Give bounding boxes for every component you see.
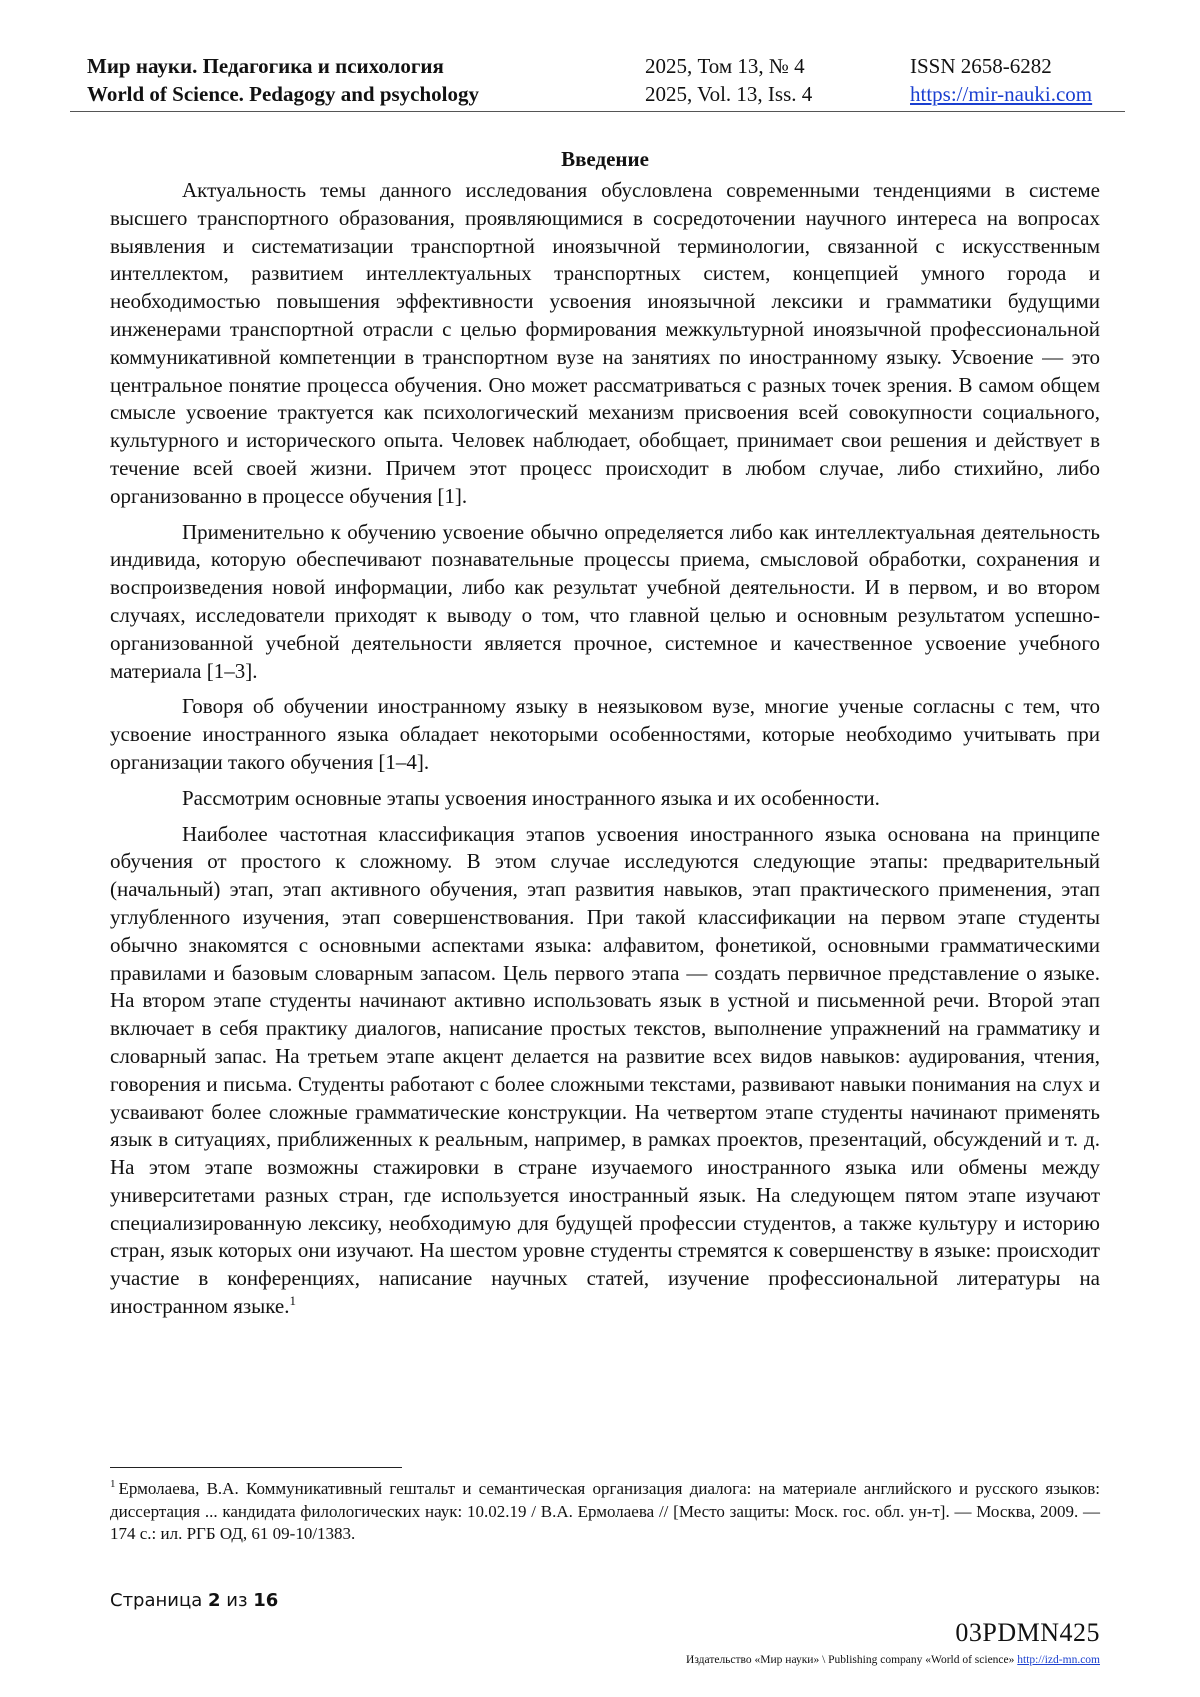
section-title: Введение <box>561 147 649 171</box>
publisher-text: Издательство «Мир науки» \ Publishing company «World of science» <box>686 1654 1015 1666</box>
journal-site-link[interactable]: https://mir-nauki.com <box>910 82 1093 106</box>
article-code: 03PDMN425 <box>955 1618 1100 1647</box>
paragraph: Говоря об обучении иностранному языку в неязыковом вузе, многие ученые согласны с тем, что усвоение иностранного языка обладает некоторыми особенностями, которые необходимо учитывать при организации такого обучения [1–4]. <box>110 694 1100 774</box>
footnote-reference[interactable]: 1 <box>289 1293 297 1309</box>
issn-block <box>910 52 1092 108</box>
footnote-text: Ермолаева, В.А. Коммуникативный гештальт и семантическая организация диалога: на материале английского и русского языков: диссертация ... кандидата филологических наук: 10.02.19 / В.А. Ермолаева // [Место защиты: Моск. гос. обл. ун-т]. — Москва, 2009. — 174 с.: ил. РГБ ОД, 61 09-10/1383. <box>110 1479 1100 1543</box>
publisher-link[interactable]: http://izd-mn.com <box>1017 1654 1100 1666</box>
article-body <box>110 145 1100 1329</box>
paragraph: Применительно к обучению усвоение обычно определяется либо как интеллектуальная деятельность индивида, которую обеспечивают познавательные процессы приема, смысловой обработки, сохранения и воспроизведения новой информации, либо как результат учебной деятельности. И в первом, и во втором случаях, исследователи приходят к выводу о том, что главной целью и основным результатом успешно-организованной учебной деятельности является прочное, системное и качественное усвоение учебного материала [1–3]. <box>110 519 1100 683</box>
issue-info-en: 2025, Vol. 13, Iss. 4 <box>645 82 813 106</box>
page-number <box>110 1590 278 1611</box>
journal-title-en: World of Science. Pedagogy and psychology <box>87 82 480 106</box>
issn: ISSN 2658-6282 <box>910 54 1052 78</box>
page-total: 16 <box>253 1590 279 1611</box>
issue-info <box>645 52 812 108</box>
paragraph-text: Наиболее частотная классификация этапов усвоения иностранного языка основана на принципе обучения от простого к сложному. В этом случае исследуются следующие этапы: предварительный (начальный) этап, этап активного обучения, этап развития навыков, этап практического применения, этап углубленного изучения, этап совершенствования. При такой классификации на первом этапе студенты обычно знакомятся с основными аспектами языка: алфавитом, фонетикой, основными грамматическими правилами и базовым словарным запасом. Цель первого этапа — создать первичное представление о языке. На втором этапе студенты начинают активно использовать язык в устной и письменной речи. Второй этап включает в себя практику диалогов, написание простых текстов, выполнение упражнений на грамматику и словарный запас. На третьем этапе акцент делается на развитие всех видов навыков: аудирования, чтения, говорения и письма. Студенты работают с более сложными текстами, развивают навыки понимания на слух и усваивают более сложные грамматические конструкции. На четвертом этапе студенты начинают применять язык в ситуациях, приближенных к реальным, например, в рамках проектов, презентаций, обсуждений и т. д. На этом этапе возможны стажировки в стране изучаемого иностранного языка или обмены между университетами разных стран, где используется иностранный язык. На следующем пятом этапе изучают специализированную лексику, необходимую для будущей профессии студентов, а также культуру и историю стран, язык которых они изучают. На шестом уровне студенты стремятся к совершенству в языке: происходит участие в конференциях, написание научных статей, изучение профессиональной литературы на иностранном языке. <box>110 821 1100 1319</box>
issue-info-ru: 2025, Том 13, № 4 <box>645 54 805 78</box>
page-prefix: Страница <box>110 1590 203 1611</box>
page-of: из <box>226 1590 248 1611</box>
header-divider <box>70 111 1125 112</box>
publisher-line <box>686 1654 1100 1666</box>
paragraph: Актуальность темы данного исследования обусловлена современными тенденциями в системе высшего транспортного образования, проявляющимися в сосредоточении научного интереса на вопросах выявления и систематизации транспортной иноязычной терминологии, связанной с искусственным интеллектом, развитием интеллектуальных транспортных систем, концепцией умного города и необходимостью повышения эффективности усвоения иноязычной лексики и грамматики будущими инженерами транспортной отрасли с целью формирования межкультурной иноязычной профессиональной коммуникативной компетенции в транспортном вузе на занятиях по иностранному языку. Усвоение — это центральное понятие процесса обучения. Оно может рассматриваться с разных точек зрения. В самом общем смысле усвоение трактуется как психологический механизм присвоения всей совокупности социального, культурного и исторического опыта. Человек наблюдает, обобщает, принимает свои решения и действует в течение всей своей жизни. Причем этот процесс происходит в любом случае, либо стихийно, либо организованно в процессе обучения [1]. <box>110 178 1100 508</box>
footnote-divider <box>110 1467 402 1468</box>
paragraph <box>110 821 1100 1321</box>
footnote <box>110 1478 1100 1546</box>
page-current: 2 <box>208 1590 221 1611</box>
journal-header <box>70 48 1125 112</box>
journal-title-ru: Мир науки. Педагогика и психология <box>87 54 444 78</box>
paragraph: Рассмотрим основные этапы усвоения иностранного языка и их особенности. <box>182 785 880 810</box>
footnote-number: 1 <box>110 1478 116 1491</box>
journal-title <box>87 52 479 108</box>
